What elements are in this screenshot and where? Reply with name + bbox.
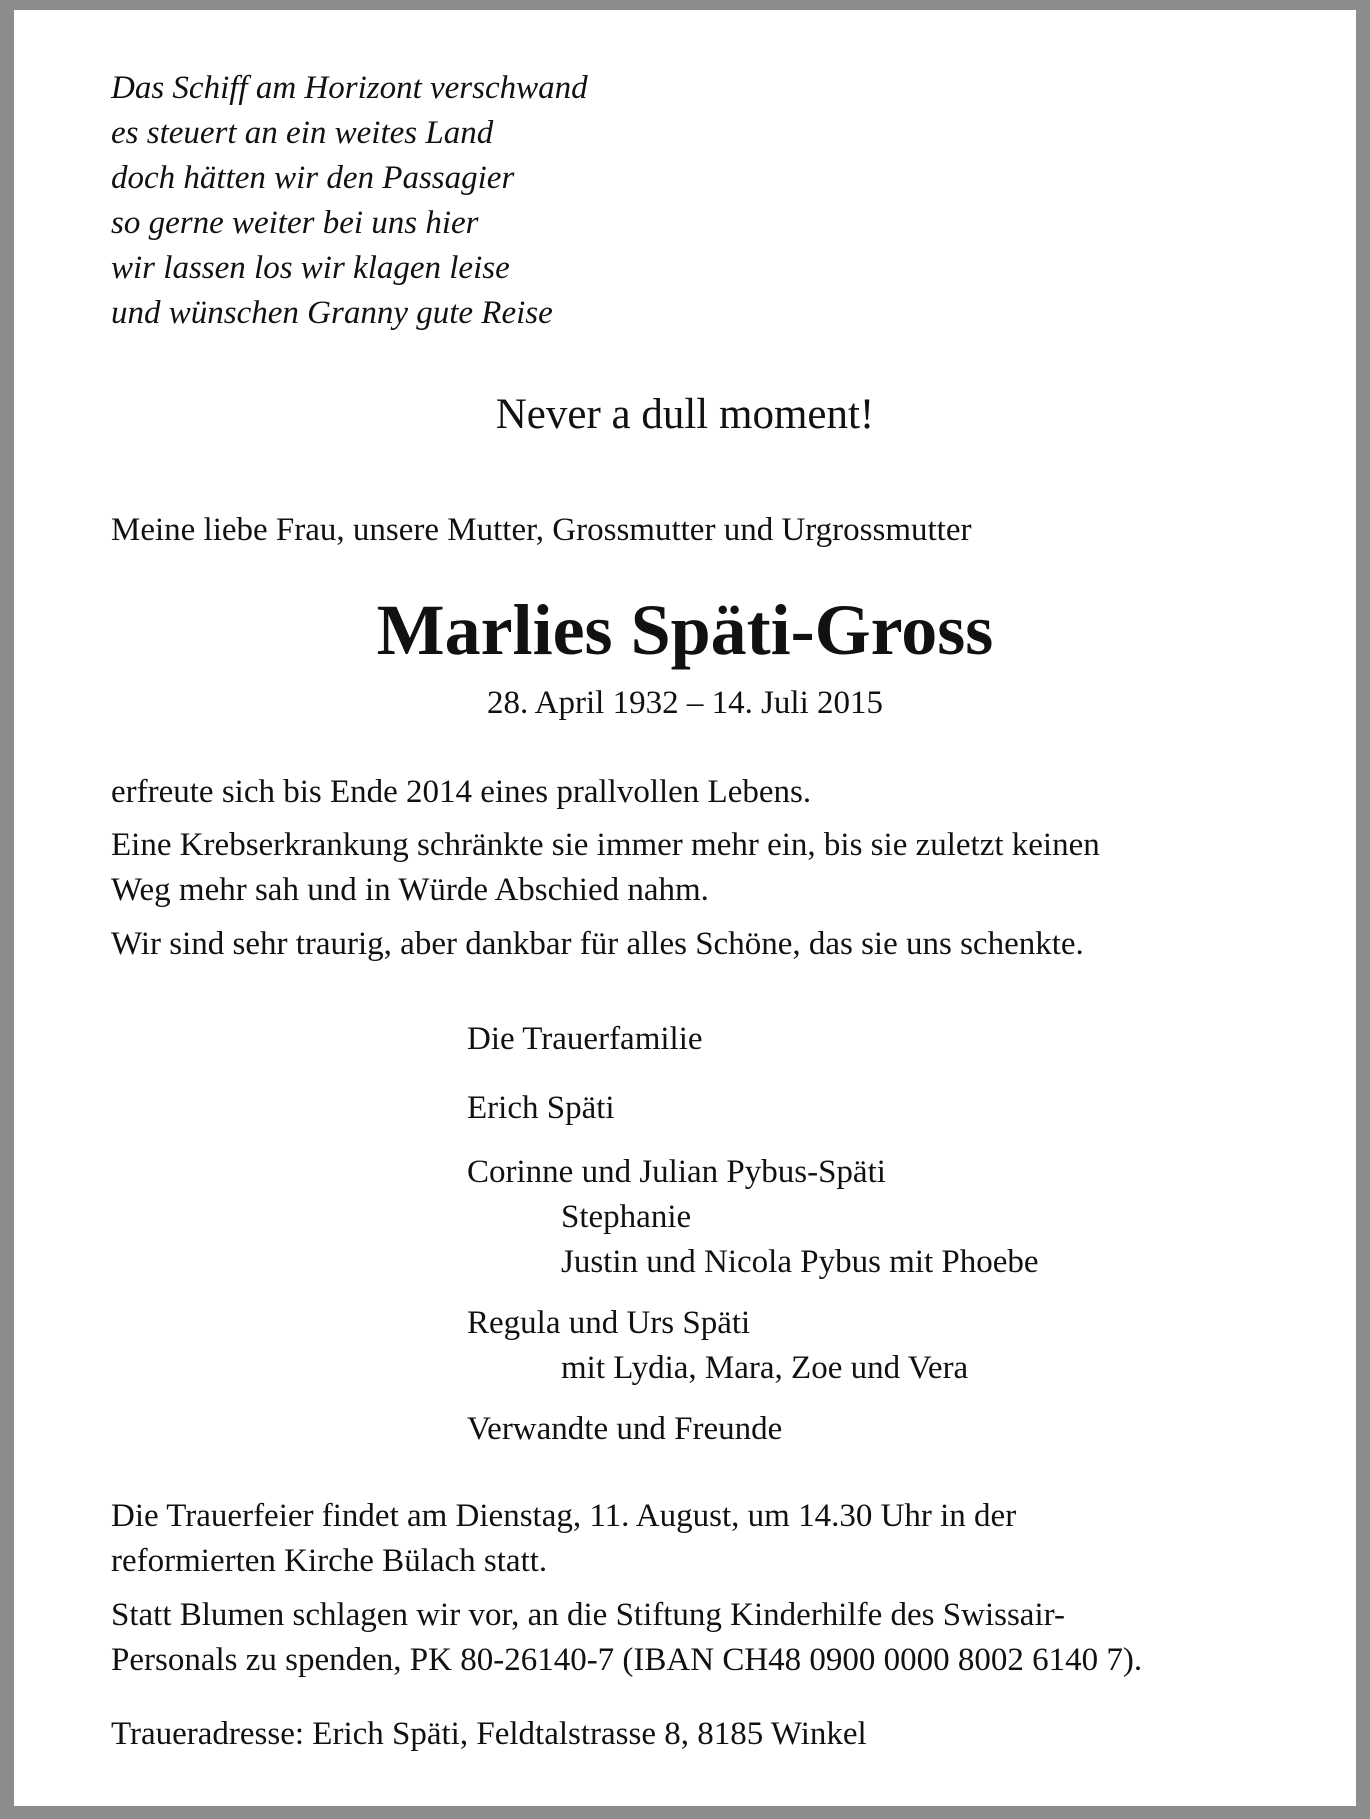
family-heading: Die Trauerfamilie	[467, 1021, 703, 1057]
body-paragraph-2	[111, 823, 1100, 913]
family-member: Stephanie	[561, 1199, 692, 1235]
service-info-line: Die Trauerfeier findet am Dienstag, 11. August, um 14.30 Uhr in der	[111, 1498, 1017, 1534]
family-member: Justin und Nicola Pybus mit Phoebe	[561, 1244, 1039, 1280]
deceased-name: Marlies Späti-Gross	[376, 590, 994, 670]
life-dates: 28. April 1932 – 14. Juli 2015	[486, 685, 884, 721]
motto: Never a dull moment!	[495, 391, 875, 438]
body-paragraph-2-line: Eine Krebserkrankung schränkte sie immer mehr ein, bis sie zuletzt keinen	[111, 827, 1100, 863]
family-member: Erich Späti	[467, 1090, 615, 1126]
donation-info-line: Statt Blumen schlagen wir vor, an die Stiftung Kinderhilfe des Swissair-	[111, 1597, 1065, 1633]
poem-line: und wünschen Granny gute Reise	[111, 295, 553, 331]
body-paragraph-1: erfreute sich bis Ende 2014 eines prallvollen Lebens.	[111, 774, 812, 810]
family-member: Verwandte und Freunde	[467, 1411, 783, 1447]
family-member: mit Lydia, Mara, Zoe und Vera	[561, 1350, 969, 1386]
service-info	[111, 1494, 1016, 1584]
service-info-line: reformierten Kirche Bülach statt.	[111, 1543, 548, 1579]
poem	[111, 66, 588, 336]
obituary-page	[14, 10, 1356, 1806]
mourning-address: Traueradresse: Erich Späti, Feldtalstrasse 8, 8185 Winkel	[111, 1716, 867, 1752]
family-member: Regula und Urs Späti	[467, 1305, 751, 1341]
family-member: Corinne und Julian Pybus-Späti	[467, 1154, 886, 1190]
body-paragraph-2-line: Weg mehr sah und in Würde Abschied nahm.	[111, 872, 709, 908]
body-paragraph-3: Wir sind sehr traurig, aber dankbar für alles Schöne, das sie uns schenkte.	[111, 926, 1084, 962]
poem-line: so gerne weiter bei uns hier	[111, 205, 479, 241]
intro-text: Meine liebe Frau, unsere Mutter, Grossmutter und Urgrossmutter	[111, 512, 972, 548]
donation-info-line: Personals zu spenden, PK 80-26140-7 (IBAN CH48 0900 0000 8002 6140 7).	[111, 1642, 1143, 1678]
poem-line: wir lassen los wir klagen leise	[111, 250, 510, 286]
poem-line: Das Schiff am Horizont verschwand	[111, 70, 588, 106]
poem-line: doch hätten wir den Passagier	[111, 160, 515, 196]
donation-info	[111, 1593, 1142, 1683]
poem-line: es steuert an ein weites Land	[111, 115, 494, 151]
